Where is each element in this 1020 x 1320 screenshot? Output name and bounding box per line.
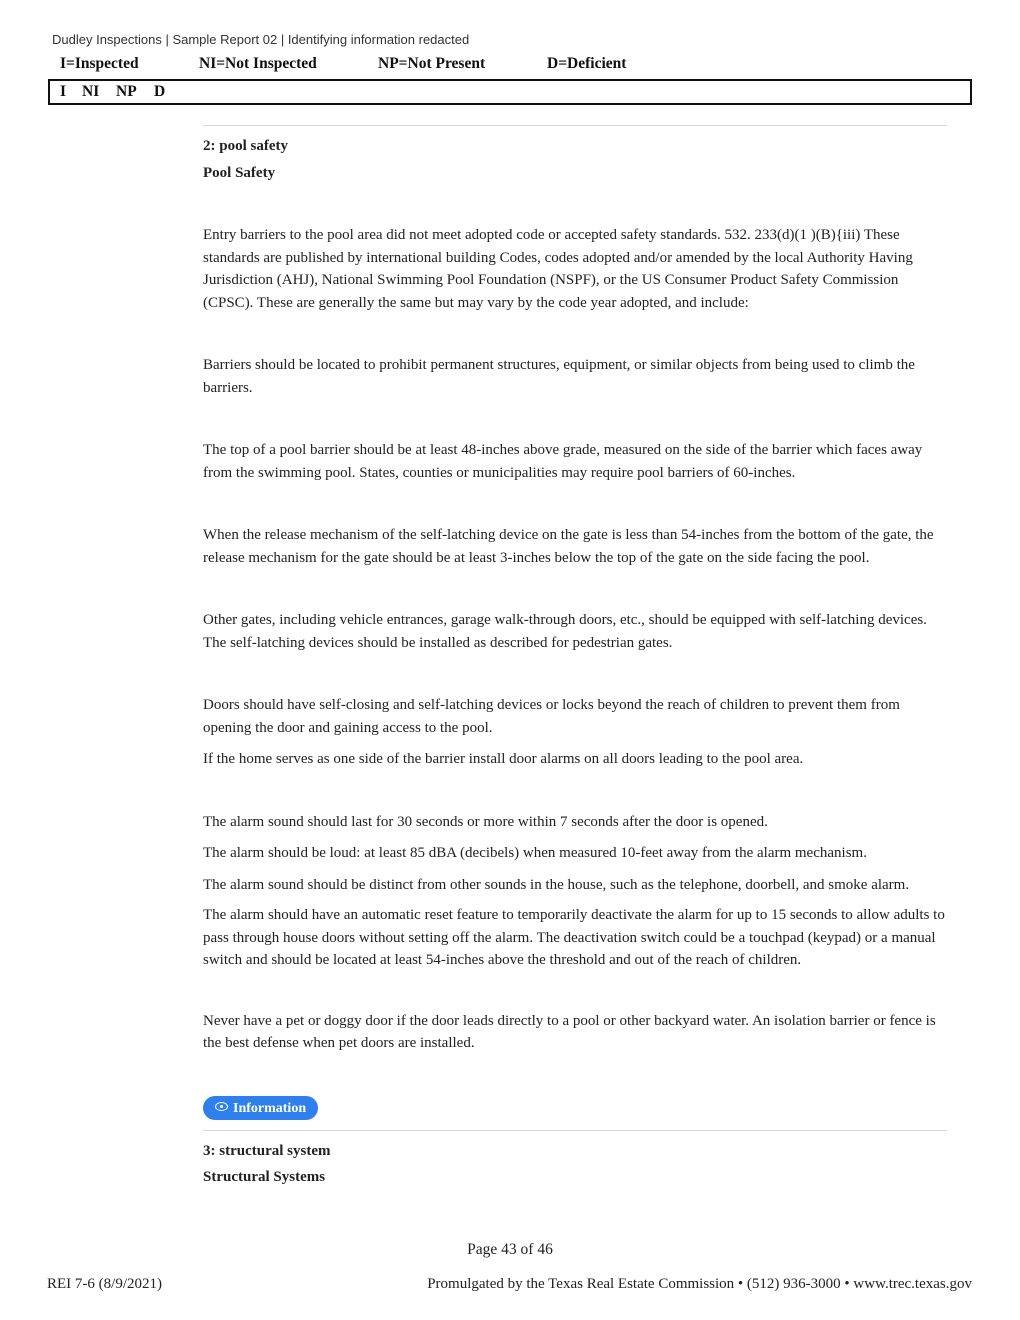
rating-columns-bar: [48, 79, 972, 105]
paragraph: Barriers should be located to prohibit permanent structures, equipment, or similar objects from being used to climb the barriers.: [203, 357, 915, 396]
page-number: Page 43 of 46: [467, 1241, 553, 1258]
paragraph: The alarm should have an automatic reset feature to temporarily deactivate the alarm for up to 15 seconds to allow adults to pass through house doors without setting off the alarm. The deactivation switch could be a touchpad (keypad) or a manual switch and should be located at least 54-inches above the threshold and out of the reach of children.: [203, 907, 945, 968]
form-number: REI 7-6 (8/9/2021): [47, 1276, 162, 1292]
section-divider: [203, 1130, 947, 1131]
paragraph: When the release mechanism of the self-latching device on the gate is less than 54-inches from the bottom of the gate, the release mechanism for the gate should be at least 3-inches below the top of the gate on the side facing the pool.: [203, 527, 934, 566]
paragraph: The top of a pool barrier should be at least 48-inches above grade, measured on the side of the barrier which faces away from the swimming pool. States, counties or municipalities may require pool barriers of 60-inches.: [203, 442, 923, 481]
report-header-line: Dudley Inspections | Sample Report 02 | Identifying information redacted: [52, 32, 470, 47]
legend-not-inspected: NI=Not Inspected: [199, 55, 317, 72]
legend-inspected: I=Inspected: [60, 55, 139, 72]
paragraph: Doors should have self-closing and self-latching devices or locks beyond the reach of children to prevent them from opening the door and gaining access to the pool.: [203, 697, 900, 736]
badge-label: Information: [233, 1100, 307, 1116]
legend-deficient: D=Deficient: [547, 55, 627, 72]
information-badge[interactable]: [203, 1096, 318, 1120]
legend-not-present: NP=Not Present: [378, 55, 486, 72]
promulgated-notice: Promulgated by the Texas Real Estate Commission • (512) 936-3000 • www.trec.texas.gov: [427, 1276, 972, 1292]
section-name: Structural Systems: [203, 1169, 326, 1185]
section-number-title: 3: structural system: [203, 1142, 331, 1159]
paragraph: The alarm should be loud: at least 85 dBA (decibels) when measured 10-feet away from the alarm mechanism.: [203, 845, 867, 861]
paragraph: Never have a pet or doggy door if the door leads directly to a pool or other backyard water. An isolation barrier or fence is the best defense when pet doors are installed.: [203, 1012, 936, 1051]
paragraph: Other gates, including vehicle entrances, garage walk-through doors, etc., should be equipped with self-latching devices. The self-latching devices should be installed as described for pedestrian gates.: [203, 612, 927, 651]
report-content: [203, 125, 947, 1189]
section-number-title: 2: pool safety: [203, 138, 288, 154]
section-divider: [203, 125, 947, 126]
column-i: I: [60, 83, 67, 100]
paragraph: The alarm sound should be distinct from other sounds in the house, such as the telephone, doorbell, and smoke alarm.: [203, 876, 910, 893]
column-d: D: [154, 83, 166, 100]
paragraph: Entry barriers to the pool area did not meet adopted code or accepted safety standards. 532. 233(d)(1 )(B){iii) These standards are published by international building Codes, codes adopted and/or amended by the local Authority Having Jurisdiction (AHJ), National Swimming Pool Foundation (NSPF), or the US Consumer Product Safety Commission (CPSC). These are generally the same but may vary by the code year adopted, and include:: [203, 227, 913, 311]
paragraph: The alarm sound should last for 30 seconds or more within 7 seconds after the door is opened.: [203, 813, 768, 830]
section-name: Pool Safety: [203, 164, 276, 181]
column-np: NP: [116, 83, 137, 100]
column-ni: NI: [82, 83, 100, 100]
paragraph: If the home serves as one side of the barrier install door alarms on all doors leading to the pool area.: [203, 751, 804, 767]
eye-icon: [215, 1102, 228, 1111]
